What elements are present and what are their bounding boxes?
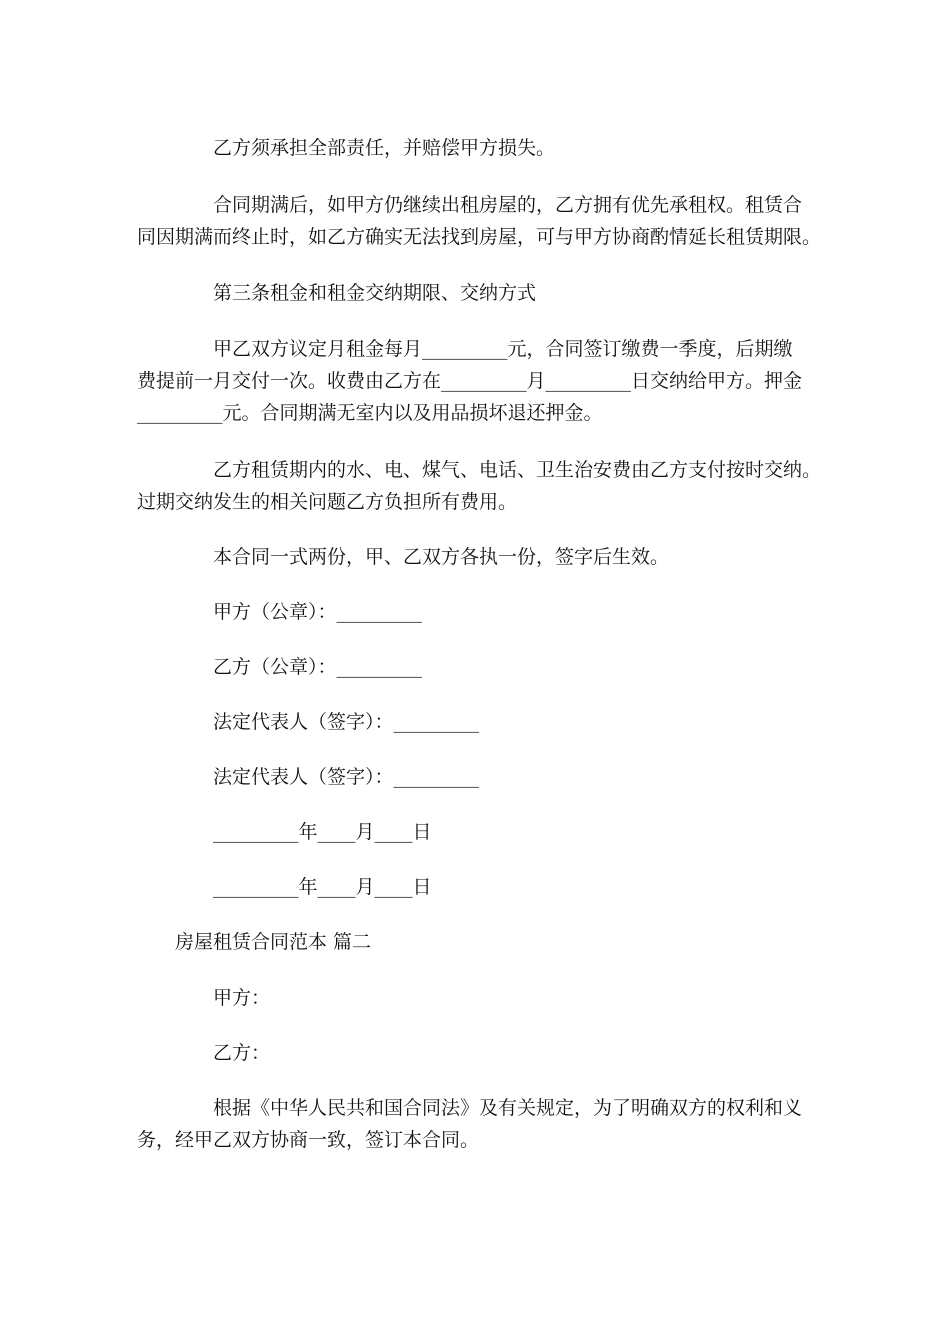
legal-representative-signature-line-1: 法定代表人（签字）：_________ <box>213 711 480 733</box>
section-heading-part-two: 房屋租赁合同范本 篇二 <box>175 931 372 953</box>
paragraph-rent-line-2: 费提前一月交付一次。收费由乙方在_________月_________日交纳给甲方。押金 <box>137 370 803 392</box>
legal-representative-signature-line-2: 法定代表人（签字）：_________ <box>213 766 480 788</box>
paragraph-renewal-line-2: 同因期满而终止时，如乙方确实无法找到房屋，可与甲方协商酌情延长租赁期限。 <box>137 226 822 248</box>
paragraph-utilities-line-2: 过期交纳发生的相关问题乙方负担所有费用。 <box>137 491 518 513</box>
paragraph-renewal-line-1: 合同期满后，如甲方仍继续出租房屋的，乙方拥有优先承租权。租赁合 <box>213 194 803 216</box>
party-a-label: 甲方： <box>213 987 271 1009</box>
date-line-2: _________年____月____日 <box>213 876 432 898</box>
paragraph-utilities-line-1: 乙方租赁期内的水、电、煤气、电话、卫生治安费由乙方支付按时交纳。 <box>213 459 822 481</box>
paragraph-rent-line-3: _________元。合同期满无室内以及用品损坏退还押金。 <box>137 402 603 424</box>
party-a-seal-line: 甲方（公章）：_________ <box>213 601 423 623</box>
date-line-1: _________年____月____日 <box>213 821 432 843</box>
paragraph-liability: 乙方须承担全部责任，并赔偿甲方损失。 <box>213 137 556 159</box>
paragraph-rent-line-1: 甲乙双方议定月租金每月_________元，合同签订缴费一季度，后期缴 <box>213 338 793 360</box>
article-three-heading: 第三条租金和租金交纳期限、交纳方式 <box>213 282 537 304</box>
party-b-seal-line: 乙方（公章）：_________ <box>213 656 423 678</box>
paragraph-basis-line-1: 根据《中华人民共和国合同法》及有关规定，为了明确双方的权利和义 <box>213 1097 803 1119</box>
paragraph-basis-line-2: 务，经甲乙双方协商一致，签订本合同。 <box>137 1129 480 1151</box>
party-b-label: 乙方： <box>213 1042 271 1064</box>
paragraph-copies: 本合同一式两份，甲、乙双方各执一份，签字后生效。 <box>213 546 670 568</box>
